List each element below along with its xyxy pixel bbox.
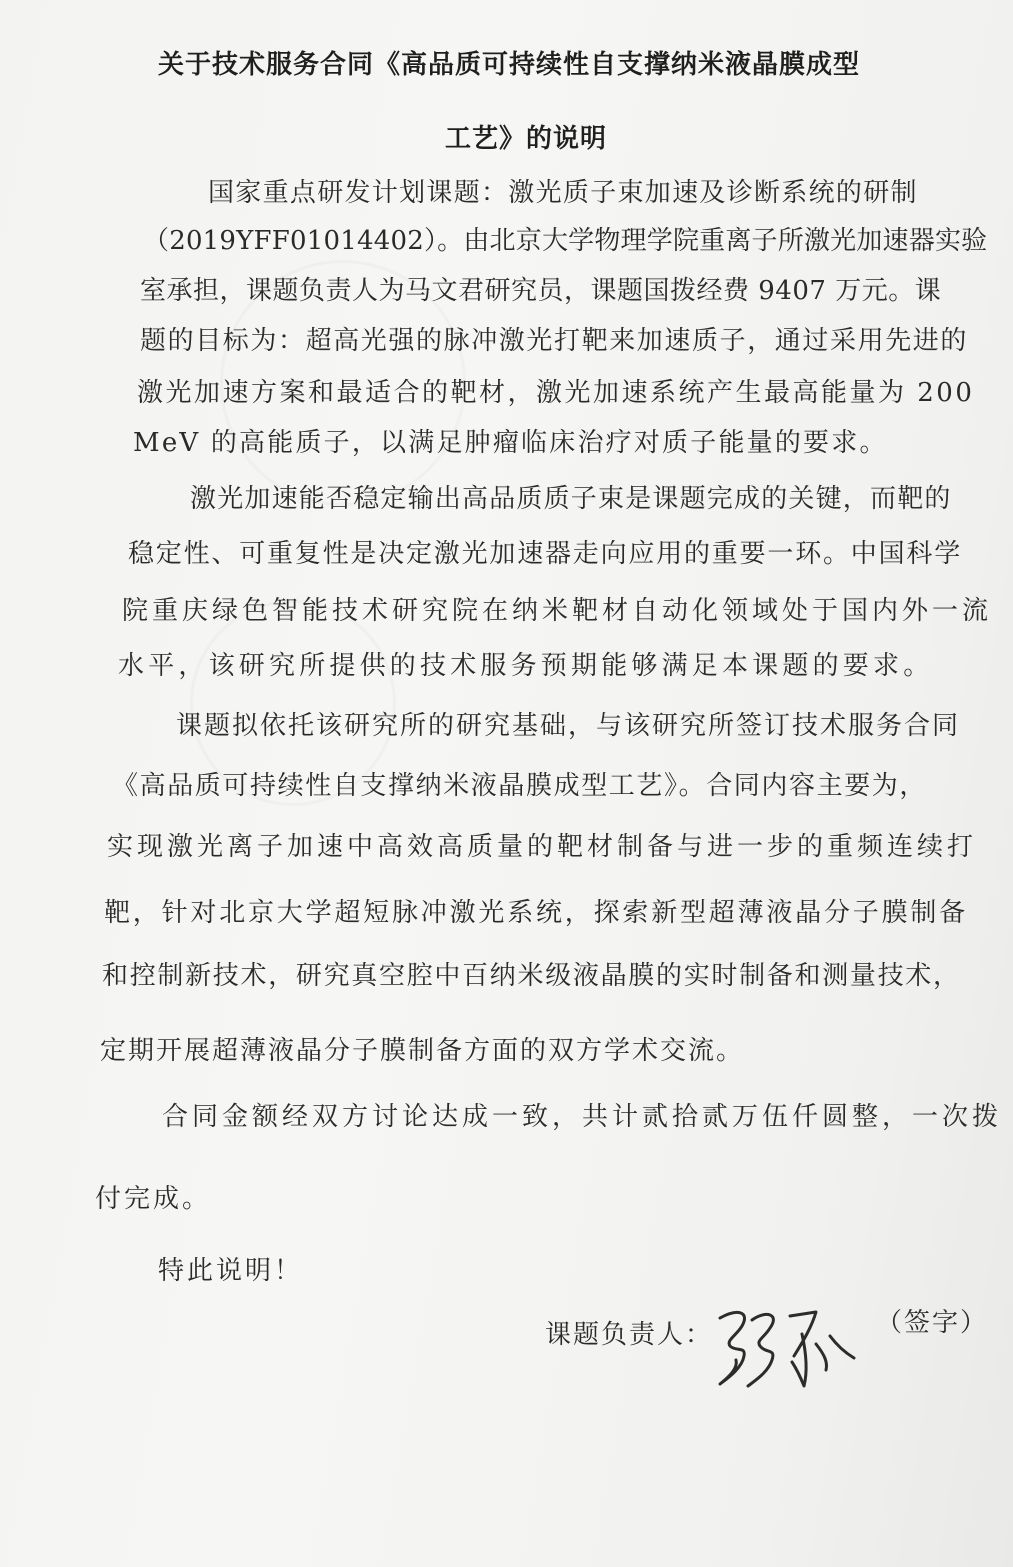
paragraph-3-line-5: 和控制新技术，研究真空腔中百纳米级液晶膜的实时制备和测量技术， — [102, 961, 961, 991]
document-title-line-2: 工艺》的说明 — [445, 124, 608, 154]
paragraph-2-line-2: 稳定性、可重复性是决定激光加速器走向应用的重要一环。中国科学 — [128, 539, 963, 569]
signature-note: （签字） — [876, 1308, 989, 1338]
paragraph-1-line-3: 室承担，课题负责人为马文君研究员，课题国拨经费 9407 万元。课 — [140, 276, 942, 306]
paragraph-3-line-3: 实现激光离子加速中高效高质量的靶材制备与进一步的重频连续打 — [107, 832, 978, 862]
closing-statement: 特此说明！ — [158, 1256, 304, 1286]
paragraph-3-line-6: 定期开展超薄液晶分子膜制备方面的双方学术交流。 — [100, 1036, 745, 1066]
document-title-line-1: 关于技术服务合同《高品质可持续性自支撑纳米液晶膜成型 — [158, 50, 861, 80]
handwritten-signature — [708, 1296, 858, 1396]
paragraph-1-line-1: 国家重点研发计划课题：激光质子束加速及诊断系统的研制 — [208, 178, 918, 208]
paragraph-4-line-1: 合同金额经双方讨论达成一致，共计贰拾贰万伍仟圆整，一次拨 — [162, 1102, 1003, 1132]
paragraph-1-line-5: 激光加速方案和最适合的靶材，激光加速系统产生最高能量为 200 — [137, 378, 975, 408]
paragraph-2-line-4: 水平，该研究所提供的技术服务预期能够满足本课题的要求。 — [118, 651, 934, 681]
paragraph-2-line-3: 院重庆绿色智能技术研究院在纳米靶材自动化领域处于国内外一流 — [122, 596, 993, 626]
paragraph-3-line-4: 靶，针对北京大学超短脉冲激光系统，探索新型超薄液晶分子膜制备 — [104, 898, 969, 928]
paragraph-1-line-2: （2019YFF01014402）。由北京大学物理学院重离子所激光加速器实验 — [143, 226, 988, 256]
paragraph-3-line-2: 《高品质可持续性自支撑纳米液晶膜成型工艺》。合同内容主要为， — [112, 771, 928, 801]
paragraph-1-line-4: 题的目标为：超高光强的脉冲激光打靶来加速质子，通过采用先进的 — [140, 326, 969, 356]
paragraph-3-line-1: 课题拟依托该研究所的研究基础，与该研究所签订技术服务合同 — [176, 711, 961, 741]
paragraph-4-line-2: 付完成。 — [95, 1184, 212, 1214]
paragraph-1-line-6: MeV 的高能质子，以满足肿瘤临床治疗对质子能量的要求。 — [133, 428, 888, 458]
signature-label: 课题负责人： — [545, 1320, 714, 1350]
paragraph-2-line-1: 激光加速能否稳定输出高品质质子束是课题完成的关键，而靶的 — [190, 484, 952, 514]
